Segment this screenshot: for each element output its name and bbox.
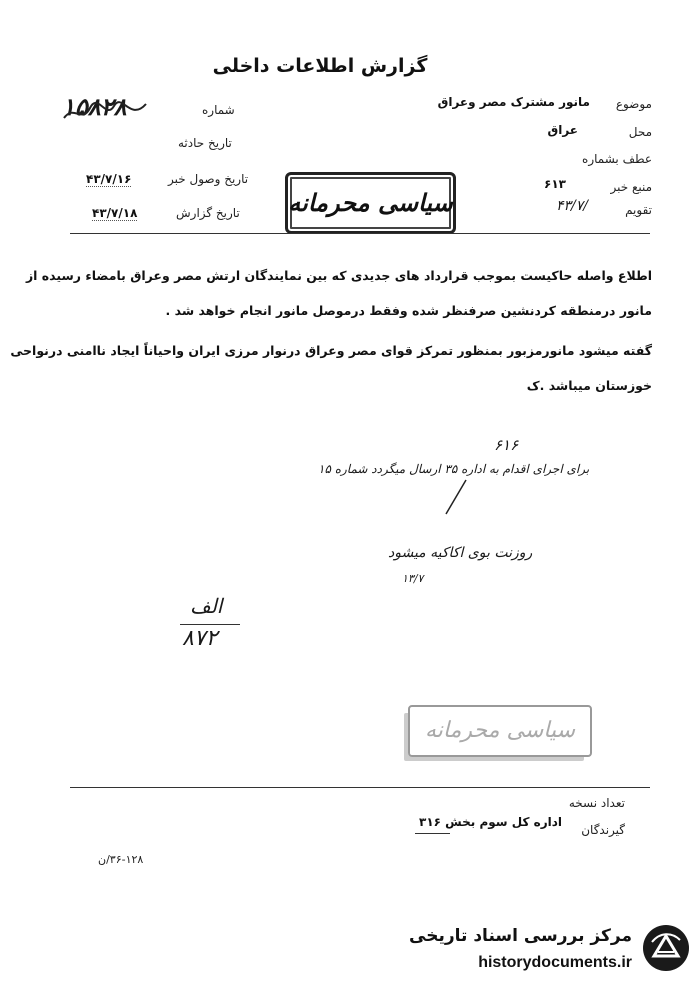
note-date: ۱۳/۷ <box>402 572 424 585</box>
source-label: منبع خبر <box>610 180 652 194</box>
recipient-underline <box>415 833 450 834</box>
archive-watermark <box>398 918 698 988</box>
alef-label: الف <box>190 594 223 618</box>
form-code: ۳۶-۱۲۸/ن <box>98 853 144 866</box>
body-line-1: اطلاع واصله حاکیست بموجب قرارداد های جدیدی که بین نمایندگان ارتش مصر وعراق بامضاء رسیده از <box>25 268 652 283</box>
note-number: ۶۱۶ <box>494 436 519 454</box>
calendar-label: تقویم <box>625 203 652 217</box>
archive-site: historydocuments.ir <box>478 954 632 971</box>
body-line-4: خوزستان میباشد .ک <box>526 378 652 393</box>
source-value: ۶۱۳ <box>544 177 566 191</box>
subject-label: موضوع <box>615 97 652 111</box>
report-date-label: تاریخ گزارش <box>176 206 240 220</box>
classification-stamp-text: سیاسی محرمانه <box>288 188 453 217</box>
routing-arrow <box>440 478 470 518</box>
footer-divider <box>70 787 650 788</box>
alef-number: ۸۷۲ <box>182 626 218 651</box>
number-label: شماره <box>202 103 235 117</box>
archive-name: مرکز بررسی اسناد تاریخی <box>409 926 632 946</box>
signature-scribble <box>60 98 150 126</box>
calendar-value: ۴۳/۷/ <box>556 198 588 214</box>
report-title: گزارش اطلاعات داخلی <box>212 55 428 77</box>
location-label: محل <box>628 125 652 139</box>
body-line-3: گفته میشود مانورمزبور بمنظور تمرکز قوای مصر وعراق درنوار مرزی ایران واحیاناً ایجاد ناامنی درنواحی <box>10 343 652 358</box>
faded-classification-stamp: سیاسی محرمانه <box>408 705 592 757</box>
alef-underline <box>180 624 240 625</box>
number-value: ۱۵۸۲۸ <box>62 92 127 121</box>
recipients-label: گیرندگان <box>581 823 625 837</box>
receipt-date-value: ۴۳/۷/۱۶ <box>86 172 132 186</box>
location-value: عراق <box>547 123 578 137</box>
incident-date-label: تاریخ حادثه <box>178 136 232 150</box>
report-date-value: ۴۳/۷/۱۸ <box>92 206 138 220</box>
body-line-2: مانور درمنطقه کردنشین صرفنظر شده وفقط درموصل مانور انجام خواهد شد . <box>165 303 652 318</box>
subject-value: مانور مشترک مصر وعراق <box>437 95 590 109</box>
handwritten-note: روزنت بوی اکاکیه میشود <box>388 545 533 561</box>
routing-note: برای اجرای اقدام به اداره ۳۵ ارسال میگردد شماره ۱۵ <box>318 462 590 476</box>
receipt-date-label: تاریخ وصول خبر <box>168 172 249 186</box>
header-divider <box>70 233 650 234</box>
copies-label: تعداد نسخه <box>568 796 625 810</box>
archive-logo-icon <box>640 922 692 974</box>
recipient-value: اداره کل سوم بخش ۳۱۶ <box>419 815 562 829</box>
classification-stamp <box>285 172 456 234</box>
reference-label: عطف بشماره <box>582 152 652 166</box>
